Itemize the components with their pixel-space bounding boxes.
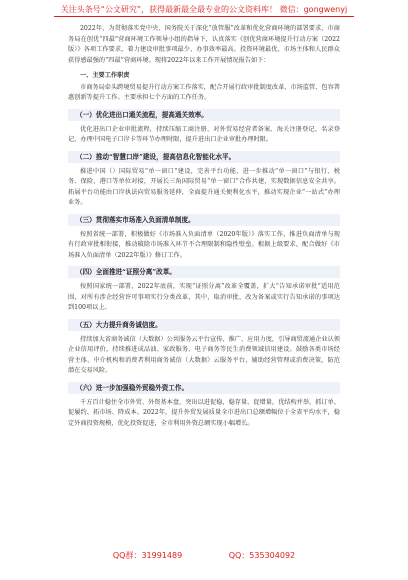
subsection-heading-2: （二）推动“智慧口岸”建设，提高信息化智能化水平。 <box>68 151 340 163</box>
footer-qq: QQ：535304092 <box>228 551 296 560</box>
document-body <box>68 24 340 429</box>
subsection-paragraph-6: 千方百计稳住全市外贸、外资基本盘，突出以进促稳，稳存量、促增量，优结构并举，抓订单、促履约、拓市场、降成本。2022年，提升外贸发展质量全市进出口总额增幅位于全省平均水平，稳定外商投资规模，优化投资促进，全市利用外资总额实现小幅增长。 <box>68 398 340 427</box>
footer-qq-group: QQ群：31991489 <box>112 551 183 560</box>
subsection-paragraph-2: 推进中国（）国际贸易“单一窗口”建设，完善平台功能，进一步推动“单一窗口”与银行、税务、保险、港口等单位对接，开展长三角国际贸易“单一窗口”合作共建，实现数据信息安全共享。拓展平台功能由口岸执法向贸易服务延伸，全面提升通关便利化水平，推动实现企业“一站式”办理业务。 <box>68 167 340 206</box>
subsection-heading-5: （五）大力提升商务诚信度。 <box>68 319 340 331</box>
subsection-heading-4: （四）全面推进“证照分离”改革。 <box>68 266 340 278</box>
header-divider <box>54 16 354 17</box>
subsection-paragraph-1: 优化进出口企业审批流程，持续压缩工商注册、对外贸易经营者备案、海关注册登记、名录登记、办理中国电子口岸卡等环节办理时限，提升进出口企业审批办理时限。 <box>68 125 340 143</box>
intro-paragraph: 2022年，为贯彻落实党中央、国务院关于深化“放管服”改革和优化营商环境的部署要求，市商务局在创优“四最”营商环境工作领导小组的指导下，认真落实《创优营商环境提升行动方案（2022版）》各项工作要求，着力建设审批事项最少、办事效率最高、投资环境最优、市场主体和人民群众获得感最强的“四最”营商环境。现将2022年以来工作开展情况报告如下： <box>68 25 340 64</box>
section-paragraph-main-duties: 市商务局牵头跨境贸易提升行动方案工作落实，配合开展行政审批制度改革、市场监管、包容普惠创新等提升工作。主要承担七个方面的工作任务。 <box>68 83 340 101</box>
subsection-heading-3: （三）贯彻落实市场准入负面清单制度。 <box>68 214 340 226</box>
section-heading-main-duties: 一、主要工作职责 <box>80 72 130 79</box>
subsection-paragraph-4: 按照国家统一部署，2022年底前，实现“证照分离”改革全覆盖，扩大“告知承诺审批”适用范围，对所有涉企经营许可事项实行分类改革，其中，取消审批、改为备案或实行告知承诺的事项达到100项以上。 <box>68 283 340 311</box>
subsection-heading-1: （一）优化进出口通关流程，提高通关效率。 <box>68 109 340 121</box>
subsection-heading-6: （六）进一步加强稳外贸稳外资工作。 <box>68 382 340 394</box>
header-banner: 关注头条号“公文研究”，获得最新最全最专业的公文资料库！ 微信：gongwenyj <box>60 5 348 14</box>
subsection-paragraph-5: 持续加大省商务诚信（大数据）公共服务云平台宣传、推广、应用力度，引导商贸流通企业认领企业信用评价，持续推进成品油、家政服务、电子商务等民生消费领域信用建设。鼓励各类市场经营主体、中介机构和消费者利用商务诚信（大数据）云服务平台，辅助经营管理或消费决策，防范潜在交易风险。 <box>68 335 340 374</box>
subsection-paragraph-3: 按照省统一部署，积极做好《市场准入负面清单（2020年版）》落实工作，推进负面清单与现有行政审批相衔接，推动破除市场准入环节不合理限制和隐性壁垒。根据上级要求，配合做好《市场准入负面清单（2022年版）》修订工作。 <box>68 230 340 259</box>
footer-contact <box>0 550 408 562</box>
